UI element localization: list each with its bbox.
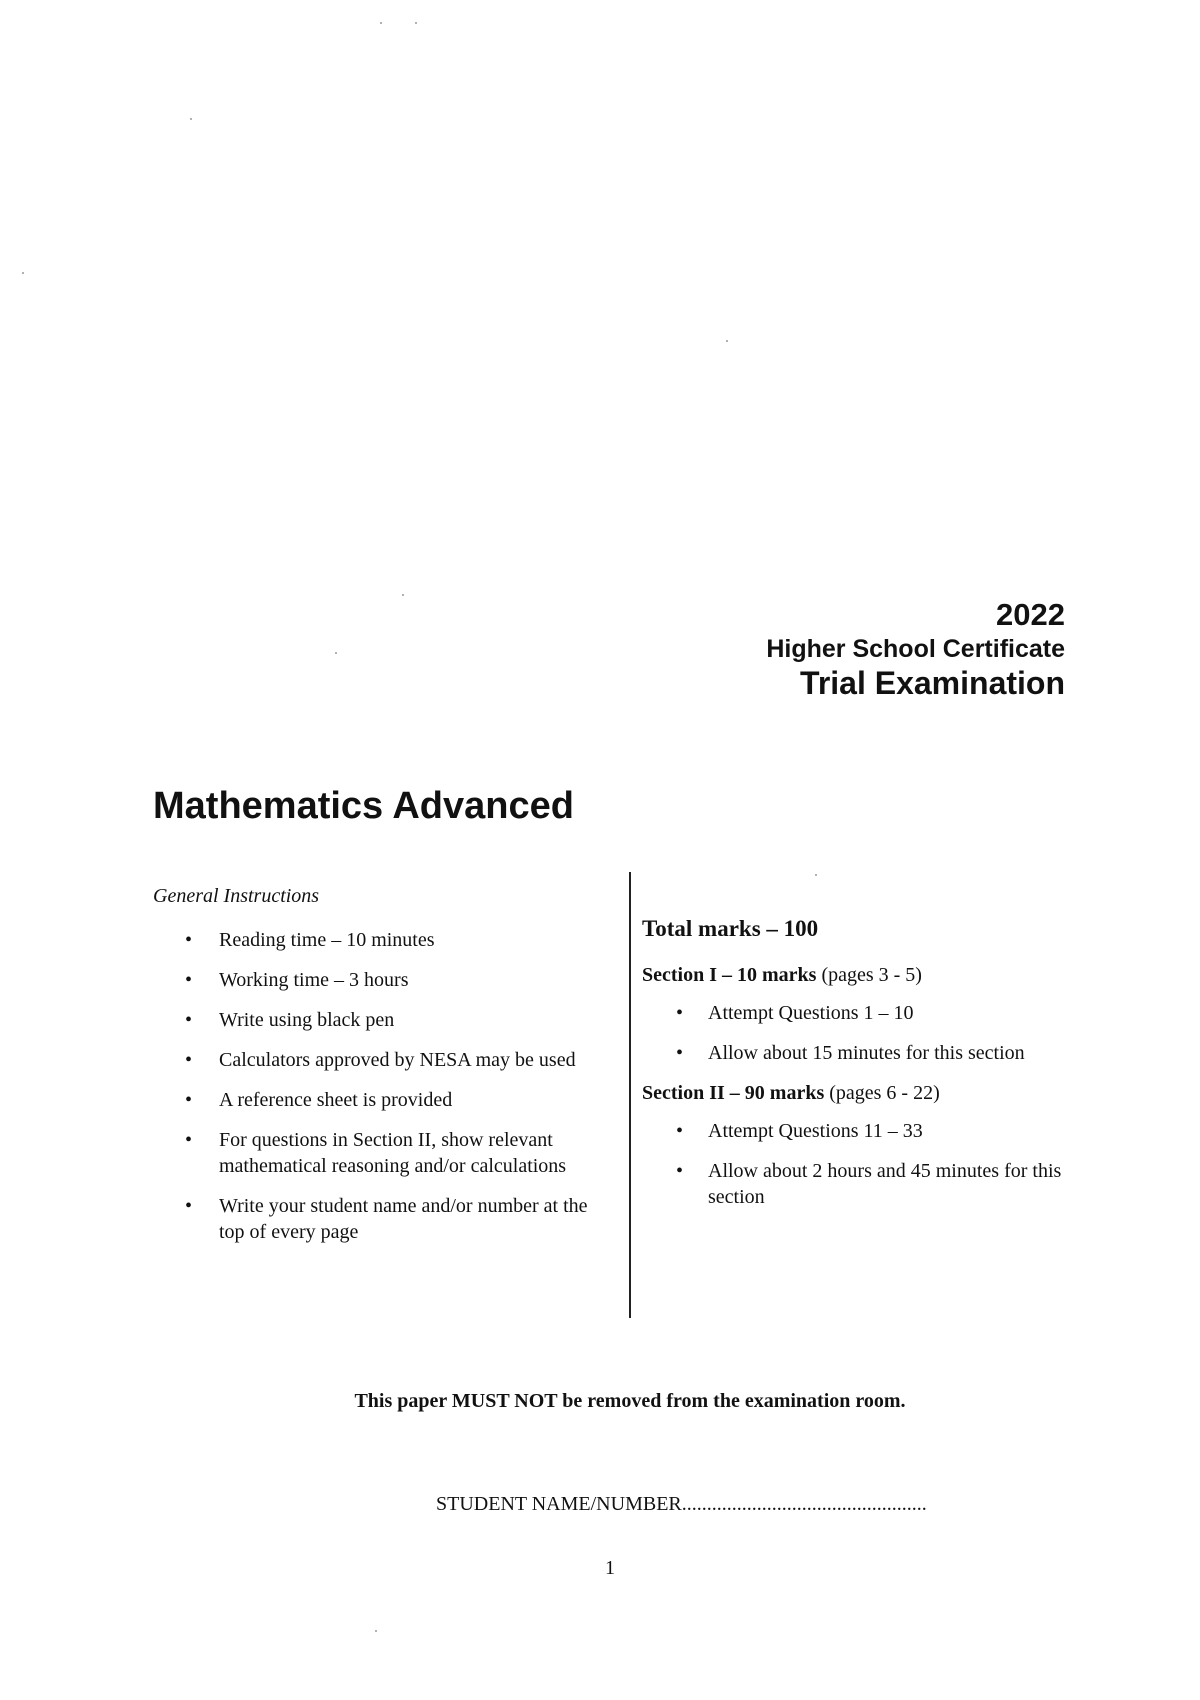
general-instructions-heading: General Instructions	[153, 885, 320, 907]
bullet-icon: •	[676, 1002, 684, 1024]
instruction-text: Reading time – 10 minutes	[219, 929, 435, 951]
instruction-list	[153, 927, 593, 1245]
section-2-heading	[642, 1080, 1082, 1106]
instruction-item	[153, 1193, 593, 1245]
student-name-field: STUDENT NAME/NUMBER.................................................	[436, 1493, 927, 1515]
scan-speck	[402, 594, 404, 596]
instruction-text: Write using black pen	[219, 1009, 395, 1031]
section-2-item-text: Attempt Questions 11 – 33	[708, 1120, 923, 1142]
scan-speck	[335, 652, 337, 654]
instruction-text: For questions in Section II, show relevant mathematical reasoning and/or calculations	[219, 1129, 567, 1177]
instruction-text: Calculators approved by NESA may be used	[219, 1049, 576, 1071]
section-2-item-text: Allow about 2 hours and 45 minutes for this section	[708, 1160, 1062, 1208]
scan-speck	[415, 22, 417, 24]
bullet-icon: •	[185, 1195, 193, 1217]
exam-year: 2022	[996, 597, 1065, 632]
scan-speck	[726, 340, 728, 342]
bullet-icon: •	[185, 1009, 193, 1031]
instruction-item	[153, 1047, 593, 1073]
bullet-icon: •	[676, 1160, 684, 1182]
section-1-list	[642, 1000, 1082, 1066]
general-instructions	[153, 883, 593, 1259]
certificate-name: Higher School Certificate	[766, 635, 1065, 663]
instruction-item	[153, 967, 593, 993]
instruction-text: Write your student name and/or number at the top of every page	[219, 1195, 588, 1243]
bullet-icon: •	[185, 969, 193, 991]
section-1-item	[642, 1040, 1082, 1066]
scan-speck	[375, 1630, 377, 1632]
section-2-title: Section II – 90 marks	[642, 1082, 825, 1104]
instruction-item	[153, 927, 593, 953]
scan-speck	[815, 874, 817, 876]
instruction-item	[153, 1007, 593, 1033]
bullet-icon: •	[185, 1089, 193, 1111]
bullet-icon: •	[185, 1049, 193, 1071]
bullet-icon: •	[185, 929, 193, 951]
bullet-icon: •	[185, 1129, 193, 1151]
section-1-title: Section I – 10 marks	[642, 964, 817, 986]
instruction-text: A reference sheet is provided	[219, 1089, 453, 1111]
section-2-item	[642, 1158, 1082, 1210]
exam-header	[766, 596, 1065, 702]
scan-speck	[380, 22, 382, 24]
removal-notice: This paper MUST NOT be removed from the examination room.	[354, 1390, 906, 1412]
page-number: 1	[605, 1557, 615, 1579]
section-1-pages: (pages 3 - 5)	[816, 964, 922, 986]
marks-summary	[642, 914, 1082, 1224]
section-1-item-text: Attempt Questions 1 – 10	[708, 1002, 914, 1024]
section-2-list	[642, 1118, 1082, 1210]
instruction-item	[153, 1087, 593, 1113]
section-1-item	[642, 1000, 1082, 1026]
scan-speck	[22, 272, 24, 274]
subject-title: Mathematics Advanced	[153, 785, 574, 827]
column-divider	[629, 872, 631, 1318]
section-1-item-text: Allow about 15 minutes for this section	[708, 1042, 1025, 1064]
section-2-pages: (pages 6 - 22)	[824, 1082, 940, 1104]
bullet-icon: •	[676, 1042, 684, 1064]
bullet-icon: •	[676, 1120, 684, 1142]
exam-type: Trial Examination	[800, 665, 1065, 701]
instruction-text: Working time – 3 hours	[219, 969, 409, 991]
scan-speck	[190, 118, 192, 120]
total-marks: Total marks – 100	[642, 916, 819, 941]
instruction-item	[153, 1127, 593, 1179]
section-2-item	[642, 1118, 1082, 1144]
section-1-heading	[642, 962, 1082, 988]
